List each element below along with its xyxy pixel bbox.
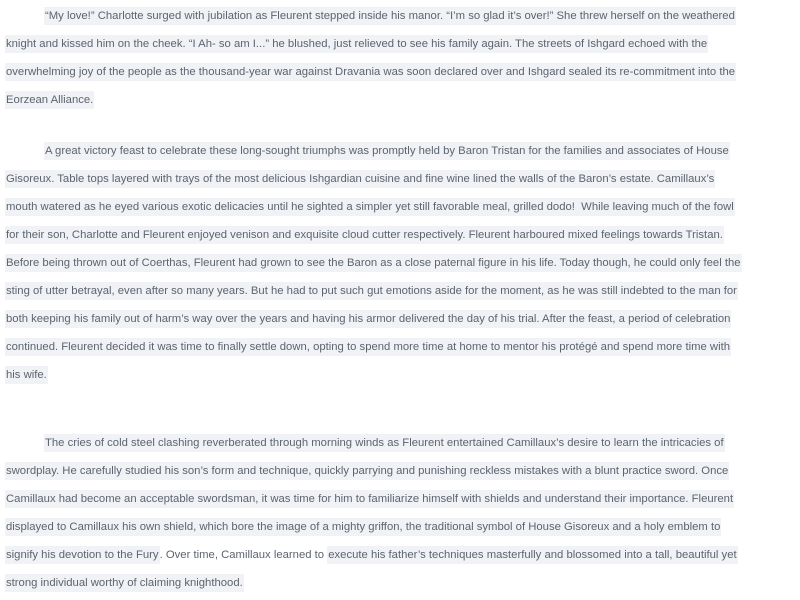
- text-line: [5, 541, 797, 569]
- highlighted-text-run: Gisoreux. Table tops layered with trays of the most delicious Ishgardian cuisine and fine wine lined the walls of the Baron’s estate. Camillaux’s: [5, 170, 715, 188]
- text-line: [5, 2, 797, 30]
- highlighted-text-run: displayed to Camillaux his own shield, which bore the image of a mighty griffon, the traditional symbol of House Gisoreux and a holy emblem to: [5, 518, 721, 536]
- text-line: [5, 30, 797, 58]
- highlighted-text-run: continued. Fleurent decided it was time to finally settle down, opting to spend more time at home to mentor his protégé and spend more time with: [5, 338, 731, 356]
- paragraph: [5, 2, 797, 114]
- text-line: [5, 165, 797, 193]
- text-line: [5, 361, 797, 389]
- text-line: [5, 277, 797, 305]
- text-line: [5, 485, 797, 513]
- paragraph: [5, 429, 797, 597]
- highlighted-text-run: strong individual worthy of claiming knighthood.: [5, 574, 244, 592]
- highlighted-text-run: his wife.: [5, 366, 48, 384]
- highlighted-text-run: signify his devotion to the Fury: [5, 546, 160, 564]
- text-line: [5, 305, 797, 333]
- text-line: [5, 429, 797, 457]
- highlighted-text-run: “My love!” Charlotte surged with jubilation as Fleurent stepped inside his manor. “I’m so glad it’s over!” She threw herself on the weathered: [44, 7, 736, 25]
- highlighted-text-run: knight and kissed him on the cheek. “I Ah- so am I...” he blushed, just relieved to see his family again. The streets of Ishgard echoed with the: [5, 35, 708, 53]
- highlighted-text-run: overwhelming joy of the people as the thousand-year war against Dravania was soon declared over and Ishgard sealed its re-commitment into the: [5, 63, 736, 81]
- text-line: [5, 457, 797, 485]
- text-line: [5, 58, 797, 86]
- highlighted-text-run: Camillaux had become an acceptable swordsman, it was time for him to familiarize himself with shields and understand their importance. Fleurent: [5, 490, 734, 508]
- highlighted-text-run: A great victory feast to celebrate these long-sought triumphs was promptly held by Baron Tristan for the families and associates of House: [44, 142, 730, 160]
- highlighted-text-run: execute his father’s techniques masterfully and blossomed into a tall, beautiful yet: [327, 546, 737, 564]
- highlighted-text-run: The cries of cold steel clashing reverberated through morning winds as Fleurent entertained Camillaux’s desire to learn the intricacies of: [44, 434, 725, 452]
- text-line: [5, 137, 797, 165]
- text-line: [5, 333, 797, 361]
- highlighted-text-run: swordplay. He carefully studied his son’s form and technique, quickly parrying and punishing reckless mistakes with a blunt practice sword. Once: [5, 462, 729, 480]
- text-line: [5, 569, 797, 597]
- text-line: [5, 193, 797, 221]
- text-line: [5, 86, 797, 114]
- highlighted-text-run: sting of utter betrayal, even after so many years. But he had to put such gut emotions aside for the moment, as he was still indebted to the man for: [5, 282, 738, 300]
- highlighted-text-run: Eorzean Alliance.: [5, 91, 94, 109]
- highlighted-text-run: mouth watered as he eyed various exotic delicacies until he sighted a simpler yet still favorable meal, grilled dodo! While leaving much of the fowl: [5, 198, 735, 216]
- highlighted-text-run: Before being thrown out of Coerthas, Fleurent had grown to see the Baron as a close paternal figure in his life. Today though, he could only feel the: [5, 254, 742, 272]
- text-line: [5, 513, 797, 541]
- text-line: [5, 249, 797, 277]
- text-run: . Over time, Camillaux learned to: [159, 549, 328, 561]
- text-line: [5, 221, 797, 249]
- highlighted-text-run: for their son, Charlotte and Fleurent enjoyed venison and exquisite cloud cutter respectively. Fleurent harboured mixed feelings towards Tristan.: [5, 226, 724, 244]
- document-text-body: [5, 2, 797, 597]
- paragraph: [5, 137, 797, 389]
- highlighted-text-run: both keeping his family out of harm’s way over the years and having his armor delivered the day of his trial. After the feast, a period of celebration: [5, 310, 731, 328]
